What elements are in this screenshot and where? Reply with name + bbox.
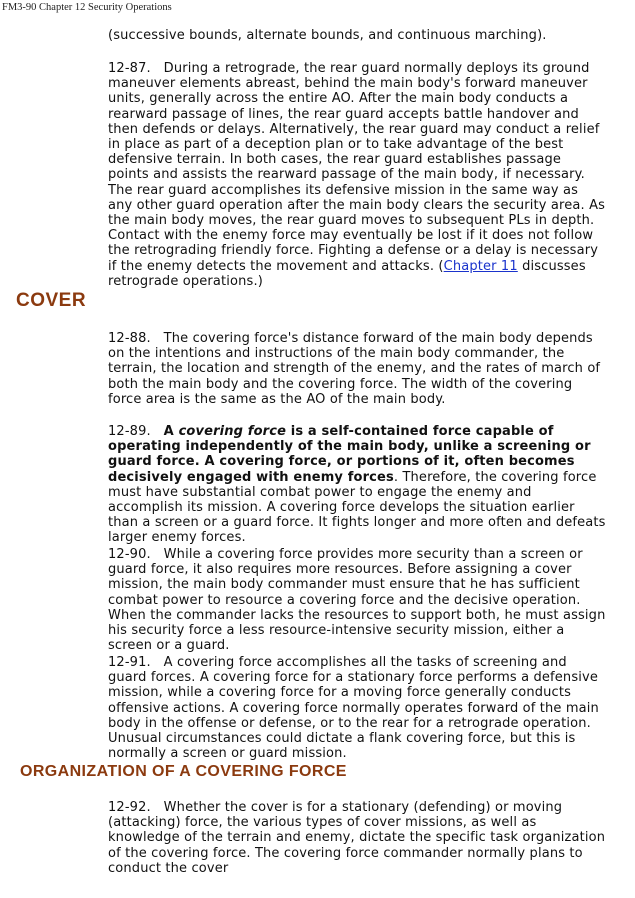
- paragraph-text: A covering force accomplishes all the tasks of screening and guard forces. A covering force for a stationary force performs a defensive mission, while a covering force for a moving force generally conducts offensive actions. A covering force normally operates forward of the main body in the offense or defense, or to the rear for a retrograde operation. Unusual circumstances could dictate a flank covering force, but this is normally a screen or guard mission.: [108, 655, 599, 762]
- paragraph-text: . Therefore, the covering force must have substantial combat power to engage the enemy and accomplish its mission. A covering force develops the situation earlier than a screen or a guard force. It fights longer and more often and defeats larger enemy forces.: [108, 469, 606, 546]
- paragraph-number: 12-88.: [108, 331, 151, 346]
- section-heading-organization: ORGANIZATION OF A COVERING FORCE: [20, 763, 347, 780]
- paragraph-number: 12-89.: [108, 424, 151, 439]
- paragraph-text: The covering force's distance forward of the main body depends on the intentions and instructions of the main body commander, the terrain, the location and strength of the enemy, and the rates of march of both the main body and the covering force. The width of the covering force area is the same as the AO of the main body.: [108, 331, 601, 407]
- defined-term: covering force: [178, 424, 287, 439]
- paragraph-12-89: [108, 424, 606, 546]
- paragraph-12-87: [108, 61, 606, 289]
- paragraph-number: 12-90.: [108, 547, 151, 562]
- chapter-11-link[interactable]: Chapter 11: [443, 258, 518, 274]
- paragraph-number: 12-91.: [108, 655, 151, 670]
- paragraph-12-90: [108, 547, 606, 653]
- paragraph-intro: (successive bounds, alternate bounds, and continuous marching).: [108, 28, 547, 43]
- running-header: FM3-90 Chapter 12 Security Operations: [2, 2, 172, 13]
- paragraph-12-92: [108, 800, 606, 876]
- definition-text: is a self-contained force capable of operating independently of the main body, unlike a screening or guard force. A covering force, or portions of it, often becomes decisively engaged with enemy forces: [108, 424, 591, 485]
- definition-lead: A: [163, 424, 179, 439]
- paragraph-12-91: [108, 655, 606, 761]
- section-heading-cover: COVER: [16, 290, 87, 311]
- paragraph-number: 12-92.: [108, 800, 151, 815]
- paragraph-text: While a covering force provides more security than a screen or guard force, it also requires more resources. Before assigning a cover mission, the main body commander must ensure that he has sufficient combat power to resource a covering force and the decisive operation. When the commander lacks the resources to support both, he must assign his security force a less resource-intensive security mission, either a screen or a guard.: [108, 547, 606, 654]
- paragraph-text: Whether the cover is for a stationary (defending) or moving (attacking) force, the various types of cover missions, as well as knowledge of the terrain and enemy, dictate the specific task organization of the covering force. The covering force commander normally plans to conduct the cover: [108, 800, 606, 876]
- paragraph-text: During a retrograde, the rear guard normally deploys its ground maneuver elements abreast, behind the main body's forward maneuver units, generally across the entire AO. After the main body conducts a rearward passage of lines, the rear guard accepts battle handover and then defends or delays. Alternatively, the rear guard may conduct a relief in place as part of a deception plan or to take advantage of the best defensive terrain. In both cases, the rear guard establishes passage points and assists the rearward passage of the main body, if necessary. The rear guard accomplishes its defensive mission in the same way as any other guard operation after the main body clears the security area. As the main body moves, the rear guard moves to subsequent PLs in depth. Contact with the enemy force may eventually be lost if it does not follow the retrograding friendly force. Fighting a defense or a delay is necessary if the enemy detects the movement and attacks. (: [108, 61, 606, 274]
- paragraph-number: 12-87.: [108, 61, 151, 76]
- paragraph-tail: discusses retrograde operations.): [108, 258, 586, 289]
- paragraph-12-88: [108, 331, 606, 407]
